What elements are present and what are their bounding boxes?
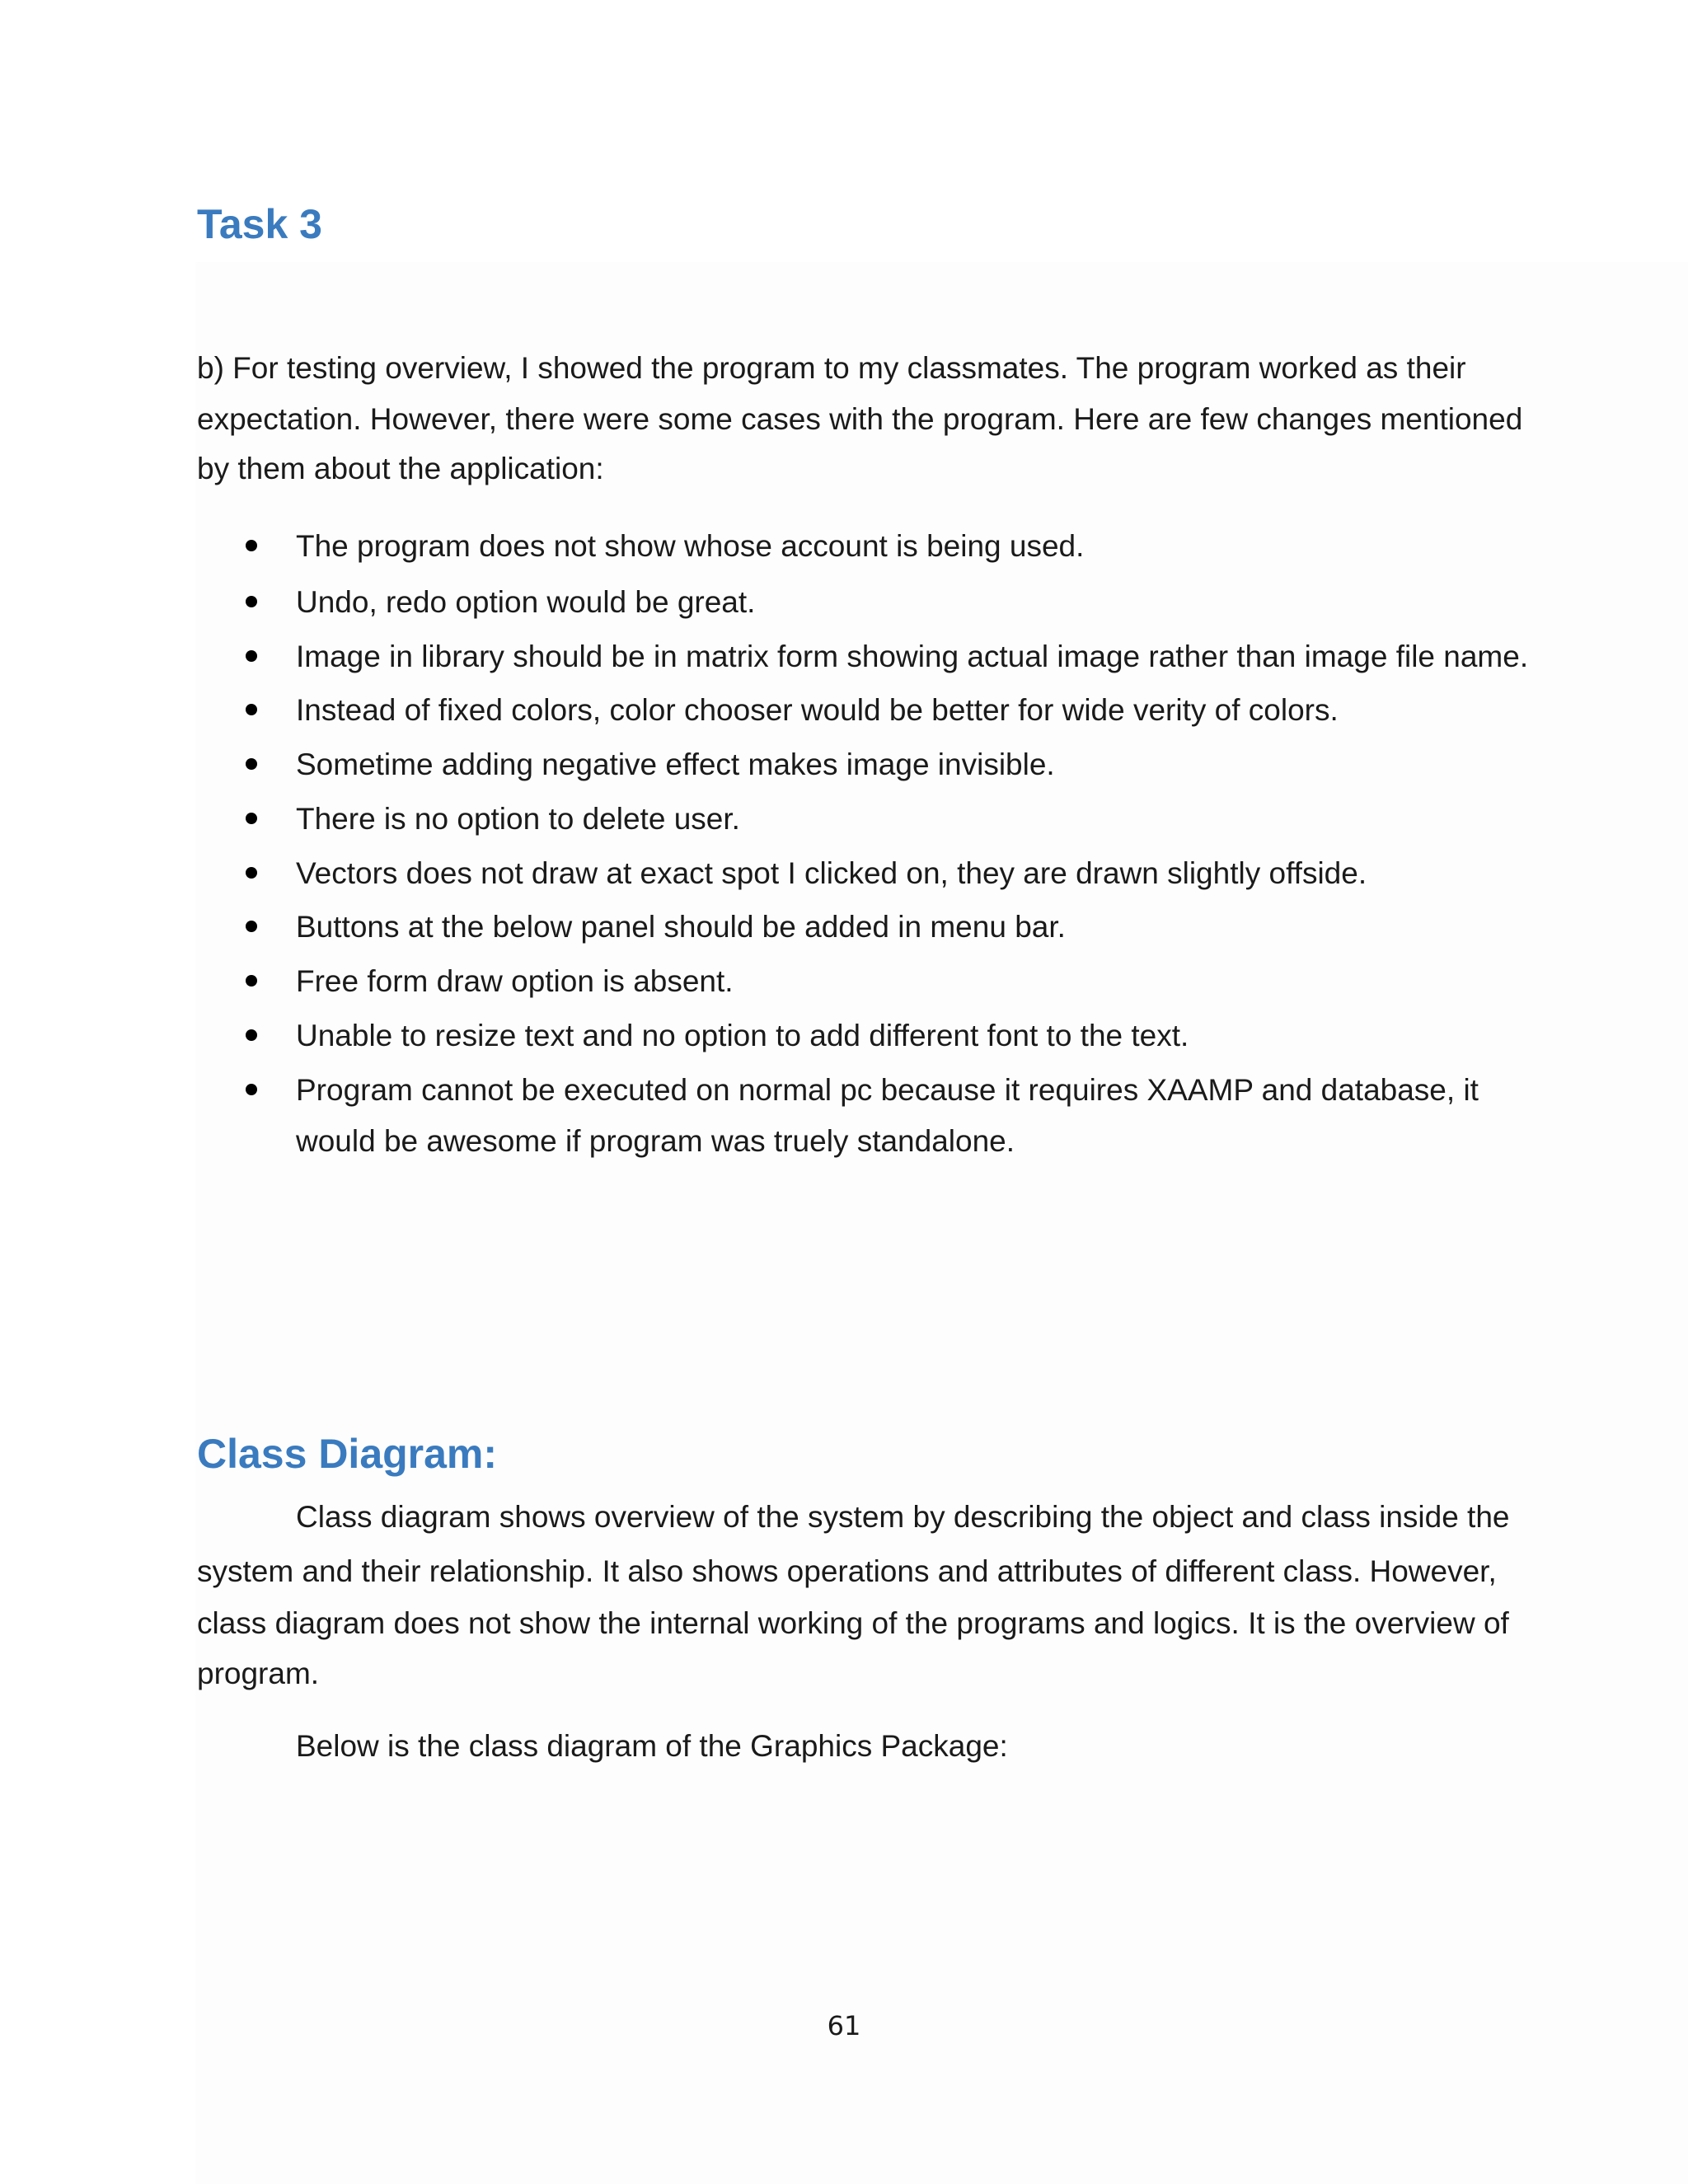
list-item <box>0 956 1688 1007</box>
class-diagram-paragraph-line: program. <box>197 1657 320 1690</box>
bullet-icon <box>246 758 257 770</box>
bullet-icon <box>246 704 257 715</box>
list-item <box>0 631 1688 682</box>
list-item-text: Program cannot be executed on normal pc because it requires XAAMP and database, it <box>296 1073 1479 1107</box>
list-item-continuation <box>0 1116 1688 1167</box>
class-diagram-paragraph-line: class diagram does not show the internal working of the programs and logics. It is the overview of <box>197 1606 1509 1640</box>
list-item <box>0 902 1688 953</box>
bullet-icon <box>246 1029 257 1041</box>
list-item-text: There is no option to delete user. <box>296 802 740 836</box>
list-item <box>0 685 1688 736</box>
class-diagram-paragraph-line: Class diagram shows overview of the system by describing the object and class inside the <box>296 1500 1510 1534</box>
testing-paragraph-line: b) For testing overview, I showed the program to my classmates. The program worked as their <box>197 351 1466 385</box>
bullet-icon <box>246 813 257 824</box>
bullet-icon <box>246 975 257 987</box>
task-heading: Task 3 <box>197 201 322 247</box>
list-item-text: would be awesome if program was truely standalone. <box>296 1124 1015 1158</box>
list-item-text: Unable to resize text and no option to add different font to the text. <box>296 1019 1189 1052</box>
list-item <box>0 1065 1688 1116</box>
below-text: Below is the class diagram of the Graphics Package: <box>296 1729 1008 1763</box>
list-item <box>0 739 1688 790</box>
list-item <box>0 848 1688 899</box>
list-item <box>0 521 1688 572</box>
list-item <box>0 1010 1688 1062</box>
list-item-text: Vectors does not draw at exact spot I clicked on, they are drawn slightly offside. <box>296 856 1367 890</box>
list-item-text: Image in library should be in matrix form showing actual image rather than image file name. <box>296 640 1529 673</box>
bullet-icon <box>246 540 257 551</box>
list-item-text: Undo, redo option would be great. <box>296 585 756 619</box>
list-item-text: Free form draw option is absent. <box>296 964 734 998</box>
bullet-icon <box>246 921 257 932</box>
list-item-text: Buttons at the below panel should be added in menu bar. <box>296 910 1066 944</box>
page-number: 61 <box>827 2010 861 2041</box>
class-diagram-paragraph-line: system and their relationship. It also shows operations and attributes of different class. However, <box>197 1554 1497 1588</box>
list-item <box>0 794 1688 845</box>
bullet-icon <box>246 867 257 879</box>
bullet-icon <box>246 596 257 607</box>
list-item <box>0 577 1688 628</box>
list-item-text: Sometime adding negative effect makes image invisible. <box>296 748 1055 781</box>
class-diagram-heading: Class Diagram: <box>197 1431 498 1477</box>
testing-paragraph-line: expectation. However, there were some cases with the program. Here are few changes mentioned <box>197 402 1523 436</box>
bullet-icon <box>246 650 257 662</box>
list-item-text: The program does not show whose account is being used. <box>296 529 1085 563</box>
bullet-icon <box>246 1084 257 1095</box>
testing-paragraph-line: by them about the application: <box>197 452 604 485</box>
list-item-text: Instead of fixed colors, color chooser would be better for wide verity of colors. <box>296 693 1339 727</box>
